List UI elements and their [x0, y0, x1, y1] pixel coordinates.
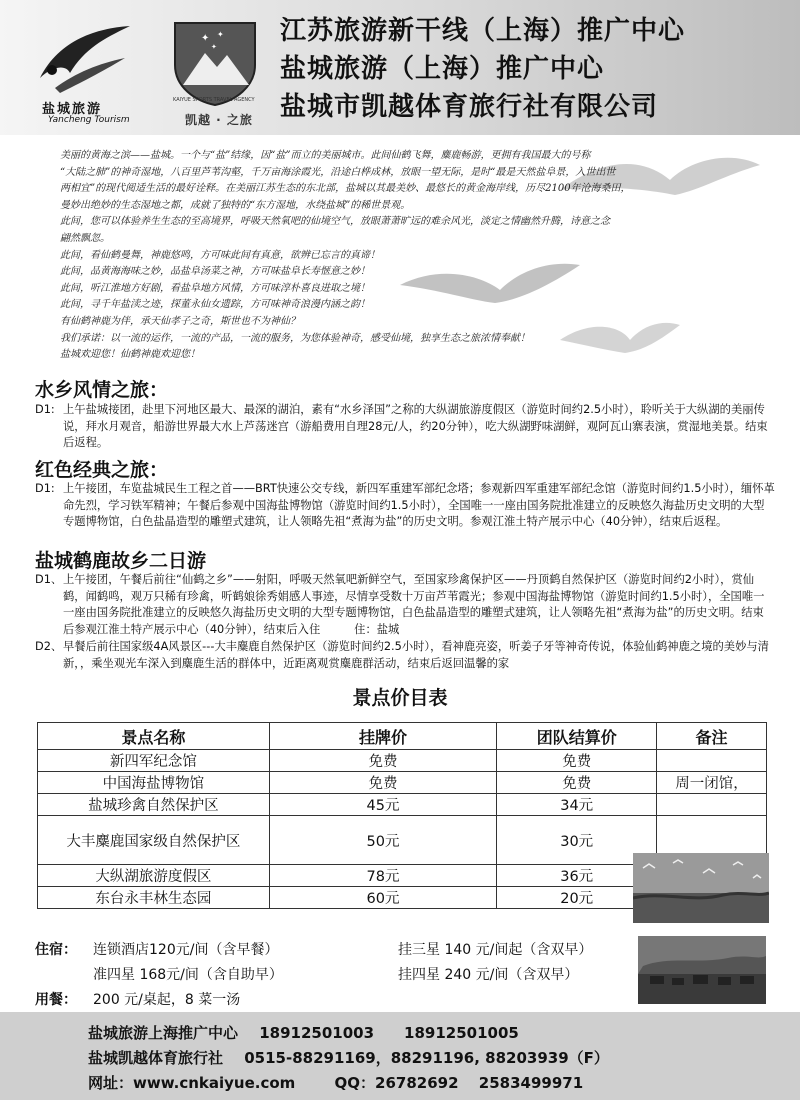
intro-line: 翩然飘忽。	[60, 232, 110, 244]
footer-agency-name: 盐城凯越体育旅行社	[88, 1049, 224, 1067]
day-text: 上午接团，车览盐城民生工程之首——BRT快速公交专线，新四军重建军部纪念塔；参观新四军重建军部纪念馆（游览时间约1.5小时），缅怀革命先烈，学习铁军精神；午餐后参观中国海盐博物馆（游览时间约1.5小时），全国唯一一座由国务院批准建立的反映悠久海盐历史文明的大型专题博物馆，白色盐晶造型的雕塑式建筑，让人领略先祖“煮海为盐”的历史文明。参观江淮土特产展示中心（40分钟），结束后返程。	[63, 482, 775, 529]
svg-text:✦: ✦	[211, 43, 217, 51]
itinerary-day	[35, 572, 775, 639]
day-label: D2、	[35, 639, 63, 653]
column-header: 景点名称	[38, 723, 270, 750]
cell-group-price: 34元	[497, 794, 657, 816]
cell-note: 周一闭馆，	[657, 772, 767, 794]
shield-mountain-icon	[165, 15, 265, 107]
accommodation-label: 住宿：	[35, 942, 77, 958]
day-text: 上午接团，午餐后前往“仙鹤之乡”——射阳，呼吸天然氧吧新鲜空气，至国家珍禽保护区——丹顶鹤自然保护区（游览时间约2小时），赏仙鹤，闻鹤鸣，观万只稀有珍禽，听鹤娘徐秀娟感人事迹，尽情享受数十万亩芦苇霞光；参观中国海盐博物馆（游览时间约1.5小时），全国唯一一座由国务院批准建立的反映悠久海盐历史文明的大型专题博物馆，白色盐晶造型的雕塑式建筑，让人领略先祖“煮海为盐”的历史文明。结束后参观江淮土特产展示中心（40分钟），结束后入住 住：盐城	[63, 573, 765, 637]
meal-label: 用餐：	[35, 992, 77, 1008]
qq-numbers: 26782692 2583499971	[375, 1074, 584, 1092]
accommodation-chain-hotel: 连锁酒店120元/间（含早餐）	[93, 942, 279, 958]
crane-flock-photo	[633, 853, 769, 923]
cell-group-price: 免费	[497, 750, 657, 772]
intro-line: 此间，您可以体验养生生态的至高境界，呼吸天然氧吧的仙境空气，放眼萧萧旷远的难余风光，淡定之情幽然升腾，诗意之念	[60, 216, 610, 228]
header-banner	[0, 0, 800, 135]
footer-agency-phones: 0515-88291169，88291196, 88203939（F）	[244, 1049, 609, 1067]
day-label: D1、	[35, 573, 63, 586]
cell-note	[657, 794, 767, 816]
footer-promo-center: 盐城旅游上海推广中心	[88, 1024, 239, 1042]
section-body-red-classic	[35, 481, 775, 531]
section-title-two-day: 盐城鹤鹿故乡二日游	[35, 550, 207, 572]
cell-list-price: 免费	[269, 750, 497, 772]
section-title-water-town: 水乡风情之旅：	[35, 379, 169, 401]
cell-group-price: 20元	[497, 887, 657, 909]
header-title-1: 江苏旅游新干线（上海）推广中心	[280, 16, 686, 46]
logo1-english: Yancheng Tourism	[48, 115, 130, 125]
logo2-name: 凯越 · 之旅	[185, 113, 253, 127]
cell-group-price: 30元	[497, 816, 657, 865]
cell-list-price: 免费	[269, 772, 497, 794]
kaiyue-logo	[165, 15, 270, 130]
table-row	[38, 772, 767, 794]
intro-line: 美丽的黄海之滨——盐城。一个与“盐”结缘，因“盐”而立的美丽城市。此间仙鹤飞舞，麋鹿畅游，更拥有我国最大的号称	[60, 150, 591, 161]
website-label: 网址：	[88, 1074, 134, 1092]
cell-list-price: 60元	[269, 887, 497, 909]
cell-group-price: 36元	[497, 865, 657, 887]
cell-attraction: 大丰麋鹿国家级自然保护区	[38, 816, 270, 865]
footer-promo-phones: 18912501003 18912501005	[259, 1024, 519, 1042]
itinerary-day	[35, 639, 775, 672]
cell-list-price: 50元	[269, 816, 497, 865]
cell-attraction: 大纵湖旅游度假区	[38, 865, 270, 887]
intro-text	[60, 148, 775, 364]
svg-text:✦: ✦	[217, 30, 224, 39]
header-titles	[280, 12, 685, 126]
crane-icon	[30, 18, 140, 98]
accommodation-four-star: 挂四星 240 元/间（含双早）	[398, 967, 579, 983]
accommodation-quasi-four-star: 准四星 168元/间（含自助早）	[93, 967, 283, 983]
cell-list-price: 45元	[269, 794, 497, 816]
intro-line: 曼妙出绝妙的生态湿地之都，成就了独特的“东方湿地，水绕盐城”的稀世景观。	[60, 199, 411, 211]
header-title-2: 盐城旅游（上海）推广中心	[280, 54, 605, 84]
intro-line: 有仙鹤神鹿为伴，承天仙孝子之奇，斯世也不为神仙？	[60, 315, 300, 327]
table-header-row	[38, 723, 767, 750]
meal-price: 200 元/桌起，8 菜一汤	[93, 992, 241, 1008]
accommodation-three-star: 挂三星 140 元/间起（含双早）	[398, 942, 593, 958]
yancheng-tourism-logo	[30, 18, 150, 128]
section-body-water-town	[35, 402, 775, 452]
day-text: 早餐后前往国家级4A风景区---大丰麋鹿自然保护区（游览时间约2.5小时），看神鹿亮姿，听姜子牙等神奇传说，体验仙鹤神鹿之境的美妙与清新，，乘坐观光车深入到麋鹿生活的群体中，近距离观赏麋鹿群活动，结束后返回温馨的家	[63, 639, 769, 670]
section-title-red-classic: 红色经典之旅：	[35, 459, 169, 481]
day-label: D1:	[35, 403, 55, 416]
header-title-3: 盐城市凯越体育旅行社有限公司	[280, 92, 659, 122]
section-body-two-day	[35, 572, 775, 672]
intro-line: 此间，听江淮地方好剧，看盐阜地方风情，方可味淳朴喜良进取之境！	[60, 282, 370, 294]
column-header: 挂牌价	[269, 723, 497, 750]
column-header: 团队结算价	[497, 723, 657, 750]
cell-note	[657, 750, 767, 772]
svg-text:✦: ✦	[201, 33, 210, 44]
footer-line-2	[88, 1047, 609, 1068]
intro-line: 盐城欢迎您！仙鹤神鹿欢迎您！	[60, 349, 200, 361]
cell-attraction: 中国海盐博物馆	[38, 772, 270, 794]
intro-line: 两相宜”的现代阅适生活的最好诠释。在美丽江苏生态的东北部，盐城以其最美妙、最悠长的黄金海岸线，历尽2100年沧海桑田，	[60, 183, 631, 195]
cell-group-price: 免费	[497, 772, 657, 794]
qq-label: QQ：	[334, 1074, 376, 1092]
intro-line: 我们承诺：以一流的运作，一流的产品，一流的服务，为您体验神奇，感受仙境，独享生态之旅浓情奉献！	[60, 332, 530, 344]
cell-attraction: 新四军纪念馆	[38, 750, 270, 772]
deer-herd-photo	[638, 936, 766, 1004]
column-header: 备注	[657, 723, 767, 750]
cell-attraction: 东台永丰林生态园	[38, 887, 270, 909]
footer-contact	[0, 1012, 800, 1100]
footer-line-3	[88, 1072, 583, 1093]
day-label: D1:	[35, 482, 55, 495]
intro-line: 此间，寻千年盐渎之迹，探董永仙女遗踪，方可味神奇浪漫内涵之韵！	[60, 299, 370, 311]
itinerary-day	[35, 402, 775, 452]
table-row	[38, 794, 767, 816]
intro-line: 此间，品黄海海味之妙，品盐阜汤菜之神，方可味盐阜长寿惬意之妙！	[60, 266, 370, 278]
logo2-ring-text: KAIYUE SPORTS TRAVEL AGENCY	[173, 97, 255, 103]
intro-line: “大陆之肺”的神奇湿地，八百里芦苇沟壑，千万亩海涂霞光，沿途白桦成林，放眼一望无际，是时“最是天然盐阜景，入世出世	[60, 166, 616, 178]
footer-line-1	[88, 1022, 519, 1043]
table-row	[38, 750, 767, 772]
website-link[interactable]: www.cnkaiyue.com	[133, 1074, 296, 1092]
itinerary-day	[35, 481, 775, 531]
cell-attraction: 盐城珍禽自然保护区	[38, 794, 270, 816]
cell-list-price: 78元	[269, 865, 497, 887]
day-text: 上午盐城接团，赴里下河地区最大、最深的湖泊，素有“水乡泽国”之称的大纵湖旅游度假区（游览时间约2.5小时），聆听关于大纵湖的美丽传说，拜水月观音，船游世界最大水上芦荡迷宫（游船费用自理28元/人，约20分钟），吃大纵湖野味湖鲜，观阿瓦山寨表演，赏湿地美景。结束后返程。	[63, 403, 768, 450]
logo1-name: 盐城旅游	[42, 102, 103, 117]
price-table-title: 景点价目表	[352, 687, 448, 709]
intro-line: 此间，看仙鹤曼舞，神鹿悠鸣，方可味此间有真意，欲辨已忘言的真谛！	[60, 249, 380, 261]
